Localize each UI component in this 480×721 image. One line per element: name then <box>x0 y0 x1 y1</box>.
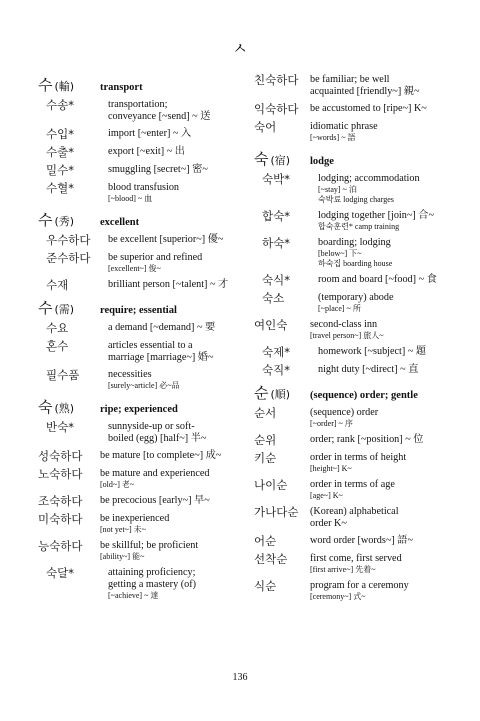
entry-definition: be skillful; be proficient [ability~] 能~ <box>100 540 199 561</box>
entry <box>254 553 459 575</box>
entry <box>254 274 459 287</box>
entry-term: 능숙하다 <box>38 539 83 553</box>
section-sun-order <box>254 382 459 602</box>
heading-gloss: excellent <box>100 217 140 228</box>
entry-definition: first come, first served [first arrive~] 先着~ <box>310 553 402 574</box>
entry-definition: second-class inn [travel person~] 旅人~ <box>310 319 384 340</box>
entry-definition: idiomatic phrase [~words] ~ 語 <box>310 121 378 142</box>
entry <box>254 407 459 429</box>
entry <box>254 74 459 98</box>
entry-definition: night duty [~direct] ~ 直 <box>318 364 419 375</box>
entry-definition: brilliant person [~talent] ~ 才 <box>108 279 229 290</box>
entry-term: 나이순 <box>254 478 288 492</box>
continued-entries <box>254 74 459 143</box>
entry-definition: be superior and refined [excellent~] 俊~ <box>108 252 203 273</box>
entry-definition: articles essential to a marriage [marriage~] 婚~ <box>108 340 214 363</box>
entry <box>38 252 243 274</box>
entry <box>38 495 243 508</box>
heading-term: 숙 (宿) <box>254 150 291 168</box>
entry-term: 미숙하다 <box>38 512 83 526</box>
entry-term: 식순 <box>254 579 277 593</box>
entry-definition: attaining proficiency; getting a mastery (of) [~achieve] ~ 達 <box>108 567 196 600</box>
entry-definition: be mature [to complete~] 成~ <box>100 450 222 461</box>
entry <box>38 513 243 535</box>
entry <box>38 567 243 601</box>
entry-term: 숙달* <box>46 566 74 580</box>
section-heading <box>38 209 243 230</box>
heading-gloss: (sequence) order; gentle <box>310 390 418 401</box>
entry-definition: smuggling [secret~] 密~ <box>108 164 208 175</box>
entry <box>254 346 459 359</box>
entry-term: 숙박* <box>262 172 290 186</box>
entry <box>38 234 243 247</box>
entry <box>38 468 243 490</box>
entry <box>38 421 243 445</box>
entry <box>38 279 243 292</box>
entry <box>254 121 459 143</box>
entry-term: 노숙하다 <box>38 467 83 481</box>
entry-term: 숙제* <box>262 345 290 359</box>
entry-term: 익숙하다 <box>254 102 299 116</box>
entry-definition: be accustomed to [ripe~] K~ <box>310 103 427 114</box>
section-suk-ripe <box>38 396 243 601</box>
entry-term: 어순 <box>254 534 277 548</box>
entry-term: 수요 <box>46 321 69 335</box>
entry-definition: lodging together [join~] 合~ 합숙훈련* camp training <box>318 210 434 231</box>
entry <box>254 103 459 116</box>
entry <box>38 128 243 141</box>
entry <box>38 146 243 159</box>
heading-term: 수 (需) <box>38 299 75 317</box>
section-su-excellent <box>38 209 243 292</box>
entry-definition: (Korean) alphabetical order K~ <box>310 506 399 529</box>
entry <box>38 164 243 177</box>
entry <box>254 434 459 447</box>
entry-term: 반숙* <box>46 420 74 434</box>
entry-term: 숙직* <box>262 363 290 377</box>
section-heading <box>38 396 243 417</box>
entry-definition: blood transfusion [~blood] ~ 血 <box>108 182 180 203</box>
entry-definition: be mature and experienced [old~] 老~ <box>100 468 210 489</box>
entry-definition: be familiar; be well acquainted [friendly~] 親~ <box>310 74 420 97</box>
entry-term: 성숙하다 <box>38 449 83 463</box>
entry <box>38 322 243 335</box>
entry-term: 합숙* <box>262 209 290 223</box>
entry-definition: necessities [surely~article] 必~品 <box>108 369 180 390</box>
entry <box>254 173 459 205</box>
entry-term: 선착순 <box>254 552 288 566</box>
entry-definition: boarding; lodging [below~] 下~ 하숙집 boarding house <box>318 237 393 268</box>
heading-gloss: lodge <box>310 156 334 167</box>
section-su-require <box>38 297 243 391</box>
right-column <box>254 74 459 607</box>
entry <box>38 369 243 391</box>
entry-definition: lodging; accommodation [~stay] ~ 泊 숙박료 lodging charges <box>318 173 420 204</box>
entry <box>38 340 243 364</box>
entry <box>254 452 459 474</box>
section-heading <box>254 148 459 169</box>
entry <box>254 506 459 530</box>
entry-term: 친숙하다 <box>254 73 299 87</box>
entry-term: 숙식* <box>262 273 290 287</box>
entry-term: 수입* <box>46 127 74 141</box>
entry-definition: transportation; conveyance [~send] ~ 送 <box>108 99 211 122</box>
entry-term: 조숙하다 <box>38 494 83 508</box>
entry-definition: (sequence) order [~order] ~ 序 <box>310 407 379 428</box>
heading-term: 수 (秀) <box>38 211 75 229</box>
entry <box>254 535 459 548</box>
entry-term: 숙어 <box>254 120 277 134</box>
entry <box>38 99 243 123</box>
entry-definition: word order [words~] 語~ <box>310 535 413 546</box>
page-number: 136 <box>232 672 248 683</box>
entry-term: 준수하다 <box>46 251 91 265</box>
left-column <box>38 74 243 606</box>
entry-definition: be inexperienced [not yet~] 未~ <box>100 513 170 534</box>
section-heading <box>38 74 243 95</box>
entry-definition: a demand [~demand] ~ 要 <box>108 322 216 333</box>
entry-term: 수재 <box>46 278 69 292</box>
entry <box>254 364 459 377</box>
section-su-transport <box>38 74 243 204</box>
entry-term: 수혈* <box>46 181 74 195</box>
entry-term: 순서 <box>254 406 277 420</box>
heading-term: 수 (輸) <box>38 76 75 94</box>
section-suk-lodge <box>254 148 459 377</box>
entry <box>38 182 243 204</box>
entry-definition: homework [~subject] ~ 題 <box>318 346 427 357</box>
entry-term: 키순 <box>254 451 277 465</box>
entry-definition: room and board [~food] ~ 食 <box>318 274 437 285</box>
entry-definition: be excellent [superior~] 優~ <box>108 234 224 245</box>
entry <box>38 450 243 463</box>
entry-term: 여인숙 <box>254 318 288 332</box>
entry-term: 하숙* <box>262 236 290 250</box>
heading-term: 순 (順) <box>254 384 291 402</box>
heading-gloss: require; essential <box>100 305 177 316</box>
entry <box>38 540 243 562</box>
entry-definition: import [~enter] ~ 入 <box>108 128 192 139</box>
entry-definition: program for a ceremony [ceremony~] 式~ <box>310 580 409 601</box>
entry <box>254 580 459 602</box>
section-heading <box>38 297 243 318</box>
entry-term: 수송* <box>46 98 74 112</box>
page-header-letter: ㅅ <box>232 39 248 58</box>
heading-gloss: transport <box>100 82 143 93</box>
entry-term: 순위 <box>254 433 277 447</box>
entry-term: 필수품 <box>46 368 80 382</box>
entry-definition: sunnyside-up or soft- boiled (egg) [half~] 半~ <box>108 421 207 444</box>
heading-term: 숙 (熟) <box>38 398 75 416</box>
entry-term: 가나다순 <box>254 505 299 519</box>
entry-term: 밀수* <box>46 163 74 177</box>
entry-definition: order in terms of height [height~] K~ <box>310 452 407 473</box>
section-heading <box>254 382 459 403</box>
heading-gloss: ripe; experienced <box>100 404 178 415</box>
entry-term: 혼수 <box>46 339 69 353</box>
entry-definition: order in terms of age [age~] K~ <box>310 479 395 500</box>
entry-term: 우수하다 <box>46 233 91 247</box>
entry <box>254 292 459 314</box>
entry-definition: export [~exit] ~ 出 <box>108 146 185 157</box>
entry-definition: (temporary) abode [~place] ~ 所 <box>318 292 394 313</box>
entry-definition: order; rank [~position] ~ 位 <box>310 434 424 445</box>
entry-definition: be precocious [early~] 早~ <box>100 495 210 506</box>
entry <box>254 479 459 501</box>
entry-term: 수출* <box>46 145 74 159</box>
entry <box>254 237 459 269</box>
entry-term: 숙소 <box>262 291 285 305</box>
entry <box>254 210 459 232</box>
entry <box>254 319 459 341</box>
